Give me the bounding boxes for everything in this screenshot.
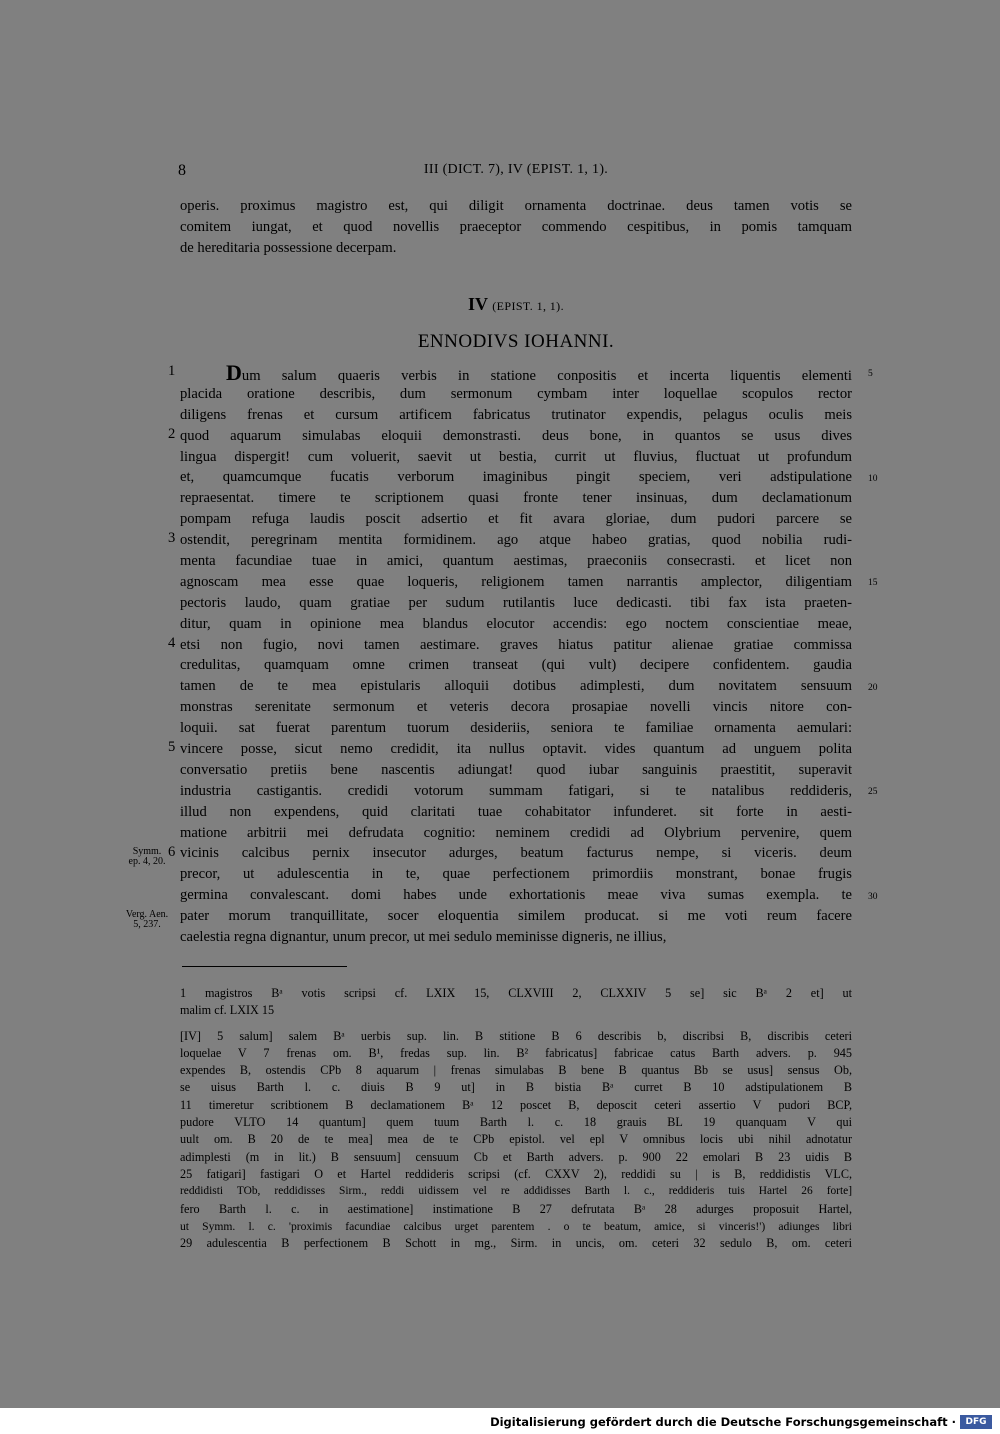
prelude-line: de hereditaria possessione decerpam. [180, 239, 397, 256]
section-number-heading [180, 294, 852, 315]
line-number: 15 [868, 578, 878, 588]
footnote-line: ut Symm. l. c. 'proximis facundiae calcibus urget parentem . o te beatum, amice, si vinceris!') adiunges libri [180, 1219, 852, 1233]
body-line: matione arbitrii mei defrudata cognitio: neminem credidi ad Olybrium pervenire, quem [180, 824, 852, 841]
footnote-line: loquelae V 7 frenas om. B¹, fredas sup. lin. B² fabricatus] fabricae catus Barth advers. p. 945 [180, 1045, 852, 1060]
footnote-line: reddidisti TOb, reddidisses Sirm., reddi uidissem vel re addidisses Barth l. c., reddideris tuis Hartel 26 forte] [180, 1185, 852, 1198]
line-number: 25 [868, 787, 878, 797]
body-line: ostendit, peregrinam mentita formidinem. ago atque habeo gratias, quod nobilia rudi- [180, 532, 852, 549]
line-number: 10 [868, 474, 878, 484]
margin-reference [112, 910, 182, 930]
body-line: quod aquarum simulabas eloquii demonstrasti. deus bone, in quantos se usus dives [180, 427, 852, 444]
body-line: et, quamcumque fucatis verborum imaginibus pingit speciem, veri adstipulatione [180, 469, 852, 486]
body-line: industria castigantis. credidi votorum summam fatigari, si te natalibus reddideris, [180, 782, 852, 799]
dfg-logo: DFG [960, 1415, 992, 1429]
funding-bar [0, 1408, 1000, 1434]
footnote-line: fero Barth l. c. in aestimatione] instimatione B 27 defrutata Bᵃ 28 adurges proposuit Hartel, [180, 1201, 852, 1216]
body-line: menta facundiae tuae in amici, quantum aestimas, praeconiis consecrasti. et licet non [180, 553, 852, 570]
line-number: 5 [868, 369, 873, 379]
body-line: lingua dispergit! cum voluerit, saevit ut bestia, currit ut fluvius, fluctuat ut profundum [180, 448, 852, 465]
body-line: pompam refuga laudis poscit adsertio et fit avara gloriae, dum pudori parcere se [180, 511, 852, 528]
body-line: pectoris laudo, quam gratiae per sudum rutilantis luce dedicasti. tibi fax ista praeten- [180, 594, 852, 611]
body-line: conversatio pretiis bene nascentis adiungat! quod iubar sanguinis praestitit, superavit [180, 761, 852, 778]
apparatus-criticus [180, 985, 852, 1252]
paragraph-number: 6 [168, 844, 176, 860]
footnote-line: uult om. B 20 de te mea] mea de te CPb epistol. vel epl V omnibus locis ubi nihil adnotatur [180, 1132, 852, 1147]
footnote-line: 1 magistros Bᵃ votis scripsi cf. LXIX 15, CLXVIII 2, CLXXIV 5 se] sic Bᵃ 2 et] ut [180, 986, 852, 1000]
footnote-line: 25 fatigari] fastigari O et Hartel reddideris scripsi (cf. CXXV 2), reddidi su | is B, reddidistis VLC, [180, 1166, 852, 1181]
margin-reference [112, 847, 182, 867]
body-line-text: um salum quaeris verbis in statione conpositis et incerta liquentis elementi [241, 368, 852, 384]
section-roman: IV [468, 294, 489, 314]
footnote-line: expendes B, ostendis CPb 8 aquarum | frenas simulabas B bene B quantus Bb se usus] sensus Ob, [180, 1063, 852, 1078]
body-line: placida oratione describis, dum sermonum cymbam inter loquellae scopulos rector [180, 385, 852, 402]
prelude-line: comitem iungat, et quod novellis praeceptor commendo cespitibus, in pomis tamquam [180, 218, 852, 235]
body-line: loquii. sat fuerat parentum tuorum desideriis, seniora te familiae ornamenta aemulari: [180, 720, 852, 737]
paragraph-number: 1 [168, 363, 176, 379]
footnote-line: 11 timeretur scribtionem B declamationem Bᵃ 12 poscet B, deposcit ceteri assertio V pudori BCP, [180, 1097, 852, 1112]
letter-title: ENNODIVS IOHANNI. [417, 331, 615, 352]
body-line: ditur, quam in opinione mea blandus elocutor accendis: ego noctem conscientiae meae, [180, 615, 852, 632]
body-line: illud non expendens, quid claritati tuae cohabitator infunderet. sit forte in aesti- [180, 803, 852, 820]
body-line: diligens frenas et cursum artificem fabricatus trutinator expendis, pelagus oculis meis [180, 406, 852, 423]
body-line: caelestia regna dignantur, unum precor, ut mei sedulo meminisse digneris, ne illius, [180, 929, 667, 946]
letter-body [180, 360, 852, 948]
paragraph-number: 2 [168, 426, 176, 442]
prelude-text [180, 196, 852, 259]
footnote-rule [182, 966, 347, 967]
body-line: repraesentat. timere te scriptionem quasi fronte tener insinuas, dum declamationum [180, 490, 852, 507]
body-line: vincere posse, sicut nemo credidit, ita nullus optavit. vides quantum ad unguem polita [180, 741, 852, 758]
footnote-line: adimplesti (m in lit.) B sensuum] censuum Cb et Barth advers. p. 900 22 emolari B 23 uidis B [180, 1149, 852, 1164]
footnote-gap [180, 1020, 852, 1028]
body-line [180, 360, 852, 385]
body-line: monstras serenitate sermonum et veteris decora prosapiae novelli vincis nitore con- [180, 699, 852, 716]
margin-reference-author: Symm. [132, 846, 162, 857]
body-line: precor, ut adulescentia in te, quae perfectionem primordiis monstrant, bonae frugis [180, 866, 852, 883]
line-number: 20 [868, 683, 878, 693]
page-number: 8 [178, 162, 186, 179]
body-line: tamen de te mea epistularis alloquii dotibus adimplesti, dum novitatem sensuum [180, 678, 852, 695]
footnote-line: 29 adulescentia B perfectionem B Schott in mg., Sirm. in uncis, om. ceteri 32 sedulo B, om. ceteri [180, 1236, 852, 1251]
footnote-line: malim cf. LXIX 15 [180, 1003, 275, 1018]
footnote-line: pudore VLTO 14 quantum] quem tuum Barth l. c. 18 grauis BL 19 quanquam V qui [180, 1115, 852, 1130]
body-line: vicinis calcibus pernix insecutor adurges, beatum facturus nempe, si viceris. deum [180, 845, 852, 862]
footnote-line: [IV] 5 salum] salem Bᵃ uerbis sup. lin. B stitione B 6 describis b, discribsi B, discribis ceteri [180, 1028, 852, 1043]
running-head: III (DICT. 7), IV (EPIST. 1, 1). [423, 162, 609, 177]
footnote-line: se uisus Barth l. c. diuis B 9 ut] in B bistia Bᵃ curret B 10 adstipulationem B [180, 1080, 852, 1095]
body-line: credulitas, quamquam omne crimen transeat (qui vult) decipere confidentem. gaudia [180, 657, 852, 674]
body-line: etsi non fugio, novi tamen aestimare. graves hiatus patitur alienae gratiae commissa [180, 636, 852, 653]
body-line: agnoscam mea esse quae loqueris, religionem tamen narrantis amplector, diligentiam [180, 573, 852, 590]
margin-reference-locus: 5, 237. [133, 919, 161, 930]
margin-reference-locus: ep. 4, 20. [128, 856, 166, 867]
section-roman-sub: (EPIST. 1, 1). [492, 299, 564, 313]
body-line: pater morum tranquillitate, socer eloquentia similem producat. si me voti reum facere [180, 908, 852, 925]
paragraph-number: 3 [168, 530, 176, 546]
body-line: germina convalescant. domi habes unde exhortationis meae viva sumas exempla. te [180, 887, 852, 904]
paragraph-number: 4 [168, 635, 176, 651]
dropcap: D [226, 360, 242, 385]
margin-reference-author: Verg. Aen. [125, 909, 169, 920]
paragraph-number: 5 [168, 739, 176, 755]
funding-text: Digitalisierung gefördert durch die Deutsche Forschungsgemeinschaft · [490, 1415, 956, 1429]
prelude-line: operis. proximus magistro est, qui diligit ornamenta doctrinae. deus tamen votis se [180, 198, 852, 214]
line-number: 30 [868, 892, 878, 902]
